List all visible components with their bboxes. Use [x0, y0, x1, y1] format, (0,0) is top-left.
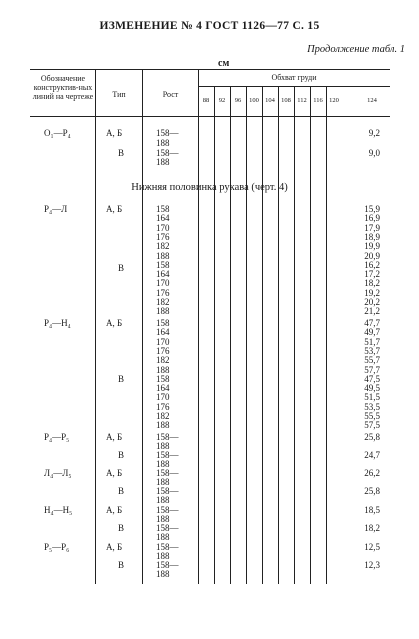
height-cell: 182 [156, 241, 170, 252]
value-cell: 47,5 [364, 373, 380, 384]
value-cell: 9,0 [368, 148, 380, 158]
value-cell: 20,2 [364, 297, 380, 307]
value-cell: 55,5 [364, 411, 380, 421]
height-cell: 158— [156, 468, 179, 478]
value-cell: 49,7 [364, 327, 380, 338]
value-cell: 25,8 [364, 486, 380, 496]
value-cell: 55,7 [364, 355, 380, 366]
chest-size-108: 108 [281, 97, 291, 104]
height-cell: 176 [156, 287, 170, 298]
value-cell: 15,9 [364, 204, 380, 214]
height-cell: 170 [156, 336, 170, 347]
value-cell: 57,7 [364, 364, 380, 375]
height-cell: 158 [156, 204, 170, 214]
size-col-112 [294, 86, 295, 584]
height-cell: 158— [156, 560, 179, 570]
value-cell: 17,2 [364, 269, 380, 280]
height-cell: 188 [156, 569, 170, 579]
type-cell: В [118, 374, 125, 384]
height-cell: 176 [156, 345, 170, 356]
value-cell: 47,7 [364, 318, 380, 328]
height-header: Рост [162, 90, 179, 99]
designation-cell: Р₄—Л [44, 204, 68, 214]
value-cell: 18,2 [364, 278, 380, 289]
size-col-104 [262, 86, 263, 584]
height-cell: 188 [156, 495, 170, 505]
designation-cell: Р₄—Н₄ [44, 318, 71, 328]
designation-cell: Р₄—Р₅ [44, 432, 70, 442]
height-cell: 158 [156, 259, 170, 270]
height-cell: 182 [156, 411, 170, 421]
height-cell: 182 [156, 355, 170, 366]
value-cell: 16,2 [364, 259, 380, 270]
chest-size-96: 96 [234, 97, 242, 104]
chest-size-92: 92 [218, 97, 226, 104]
height-cell: 188 [156, 250, 170, 261]
height-cell: 188 [156, 364, 170, 375]
height-cell: 188 [156, 138, 170, 148]
chest-size-116: 116 [313, 97, 323, 104]
height-cell: 158 [156, 373, 170, 384]
value-cell: 49,5 [364, 383, 380, 394]
height-cell: 158— [156, 505, 179, 515]
height-cell: 158— [156, 523, 179, 533]
chest-size-112: 112 [297, 97, 307, 104]
value-cell: 17,9 [364, 222, 380, 233]
height-cell: 188 [156, 157, 170, 167]
value-cell: 9,2 [368, 128, 380, 138]
height-cell: 188 [156, 459, 170, 469]
height-cell: 188 [156, 306, 170, 317]
height-cell: 158— [156, 432, 179, 442]
value-cell: 18,9 [364, 231, 380, 242]
height-cell: 176 [156, 231, 170, 242]
page-header: ИЗМЕНЕНИЕ № 4 ГОСТ 1126—77 С. 15 [99, 20, 320, 32]
value-cell: 57,5 [364, 420, 380, 431]
designation-cell: Л₄—Л₅ [44, 468, 72, 478]
height-cell: 188 [156, 532, 170, 542]
height-cell: 176 [156, 401, 170, 412]
type-cell: А, Б [106, 128, 123, 138]
height-cell: 170 [156, 278, 170, 289]
size-col-116 [310, 86, 311, 584]
type-cell: А, Б [106, 432, 123, 442]
value-cell: 25,8 [364, 432, 380, 442]
value-cell: 12,5 [364, 542, 380, 552]
size-col-120 [326, 86, 327, 584]
height-cell: 188 [156, 514, 170, 524]
value-cell: 51,7 [364, 336, 380, 347]
height-cell: 164 [156, 383, 170, 394]
table-top-rule [30, 69, 390, 70]
height-cell: 158 [156, 318, 170, 328]
height-cell: 170 [156, 222, 170, 233]
type-cell: А, Б [106, 505, 123, 515]
type-cell: В [118, 523, 125, 533]
height-cell: 188 [156, 551, 170, 561]
chest-size-104: 104 [265, 97, 275, 104]
chest-size-100: 100 [249, 97, 259, 104]
value-cell: 51,5 [364, 392, 380, 403]
designation-cell: Р₅—Р₆ [44, 542, 70, 552]
height-cell: 164 [156, 327, 170, 338]
unit-label: см [218, 58, 230, 69]
size-col-96 [230, 86, 231, 584]
value-cell: 24,7 [364, 450, 380, 460]
designation-header: Обозначение конструктив-ных линий на чертеже [32, 74, 94, 101]
value-cell: 19,2 [364, 287, 380, 298]
size-col-108 [278, 86, 279, 584]
value-cell: 19,9 [364, 241, 380, 252]
designation-cell: О₁—Р₄ [44, 128, 71, 138]
height-cell: 164 [156, 213, 170, 224]
height-cell: 158— [156, 486, 179, 496]
height-cell: 170 [156, 392, 170, 403]
size-col-92 [214, 86, 215, 584]
height-cell: 158— [156, 450, 179, 460]
height-cell: 182 [156, 297, 170, 307]
height-cell: 158— [156, 542, 179, 552]
height-cell: 158— [156, 128, 179, 138]
value-cell: 53,7 [364, 345, 380, 356]
type-cell: В [118, 450, 125, 460]
height-cell: 164 [156, 269, 170, 280]
chest-size-88: 88 [202, 97, 210, 104]
height-col-divider [142, 69, 143, 584]
value-cell: 16,9 [364, 213, 380, 224]
type-cell: В [118, 560, 125, 570]
chest-size-120: 120 [329, 97, 339, 104]
type-cell: А, Б [106, 204, 123, 214]
height-cell: 188 [156, 420, 170, 431]
table-continuation: Продолжение табл. 1 [307, 44, 405, 55]
value-cell: 18,5 [364, 505, 380, 515]
type-cell: А, Б [106, 468, 123, 478]
type-cell: А, Б [106, 318, 123, 328]
type-col-divider [95, 69, 96, 584]
height-cell: 188 [156, 441, 170, 451]
type-cell: В [118, 263, 125, 273]
type-cell: В [118, 148, 125, 158]
chest-header: Обхват груди [271, 73, 317, 82]
height-cell: 158— [156, 148, 179, 158]
section-title: Нижняя половинка рукава (черт. 4) [131, 182, 288, 193]
value-cell: 18,2 [364, 523, 380, 533]
value-cell: 21,2 [364, 306, 380, 317]
value-cell: 26,2 [364, 468, 380, 478]
type-cell: В [118, 486, 125, 496]
chest-size-124: 124 [367, 97, 377, 104]
designation-cell: Н₄—Н₅ [44, 505, 73, 515]
type-cell: А, Б [106, 542, 123, 552]
type-header: Тип [112, 90, 126, 99]
size-col-100 [246, 86, 247, 584]
value-cell: 12,3 [364, 560, 380, 570]
chest-col-divider [198, 69, 199, 584]
value-cell: 20,9 [364, 250, 380, 261]
header-bottom-rule [30, 116, 390, 117]
height-cell: 188 [156, 477, 170, 487]
value-cell: 53,5 [364, 401, 380, 412]
